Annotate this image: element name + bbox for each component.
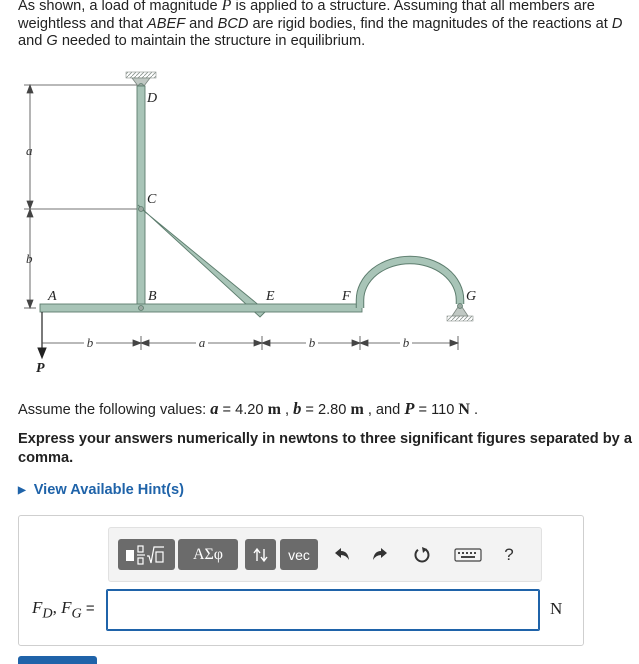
point-label-b: B bbox=[148, 289, 157, 304]
up-down-arrows-icon bbox=[253, 547, 269, 563]
math-toolbar bbox=[108, 527, 542, 582]
member-bcd bbox=[137, 86, 145, 308]
load-p-arrow bbox=[38, 312, 46, 358]
point-label-a: A bbox=[48, 289, 57, 304]
view-hints-link[interactable] bbox=[18, 482, 184, 498]
dim-label-b-left: b bbox=[26, 251, 33, 266]
point-label-d: D bbox=[147, 91, 158, 106]
member-ce bbox=[138, 205, 266, 317]
templates-button[interactable] bbox=[118, 539, 175, 570]
left-dimension bbox=[24, 85, 140, 308]
point-label-e: E bbox=[266, 289, 275, 304]
dim-label-a-bottom: a bbox=[198, 335, 206, 350]
reset-icon bbox=[413, 546, 431, 564]
problem-statement: As shown, a load of magnitude P is applied to a structure. Assuming that all members are weightless and that ABEF and BCD are rigid bodies, find the magnitudes of the reactions at D and G needed to maintain the structure in equilibrium. bbox=[18, 0, 623, 49]
dim-label-b1: b bbox=[86, 335, 94, 350]
dim-label-a-left: a bbox=[26, 143, 33, 158]
answer-instructions: Express your answers numerically in newtons to three significant figures separated by a comma. bbox=[18, 431, 632, 466]
sqrt-fraction-icon bbox=[123, 544, 171, 566]
answer-label: $F_D$, $F_G$ = bbox=[32, 598, 95, 622]
subscript-superscript-button[interactable] bbox=[245, 539, 276, 570]
keyboard-shortcuts-button[interactable] bbox=[453, 544, 483, 566]
given-values: Assume the following values: a = 4.20 m , b = 2.80 m , and P = 110 N . bbox=[18, 399, 479, 418]
dim-label-b3: b bbox=[402, 335, 410, 350]
bottom-dimension bbox=[42, 336, 458, 350]
greek-symbols-button[interactable]: ΑΣφ bbox=[178, 539, 238, 570]
point-label-f: F bbox=[342, 289, 351, 304]
redo-icon bbox=[371, 547, 389, 563]
submit-button[interactable] bbox=[18, 656, 97, 664]
hint-link-label: View Available Hint(s) bbox=[33, 482, 185, 498]
dim-label-b2: b bbox=[308, 335, 316, 350]
redo-button[interactable] bbox=[367, 544, 393, 566]
load-label-p: P bbox=[36, 361, 45, 376]
support-g bbox=[447, 304, 473, 322]
pin-b bbox=[139, 306, 144, 311]
undo-icon bbox=[333, 547, 351, 563]
point-label-c: C bbox=[147, 192, 157, 207]
member-arc-outline bbox=[360, 260, 460, 308]
reset-button[interactable] bbox=[409, 544, 435, 566]
answer-units: N bbox=[550, 599, 563, 618]
vector-button[interactable]: vec bbox=[280, 539, 318, 570]
pin-c bbox=[139, 207, 144, 212]
expand-triangle-icon: ▶ bbox=[18, 485, 26, 496]
keyboard-icon bbox=[454, 547, 482, 563]
undo-button[interactable] bbox=[329, 544, 355, 566]
point-label-g: G bbox=[466, 289, 477, 304]
help-button[interactable]: ? bbox=[504, 545, 514, 564]
answer-input[interactable] bbox=[106, 589, 540, 631]
member-abef bbox=[40, 304, 362, 312]
